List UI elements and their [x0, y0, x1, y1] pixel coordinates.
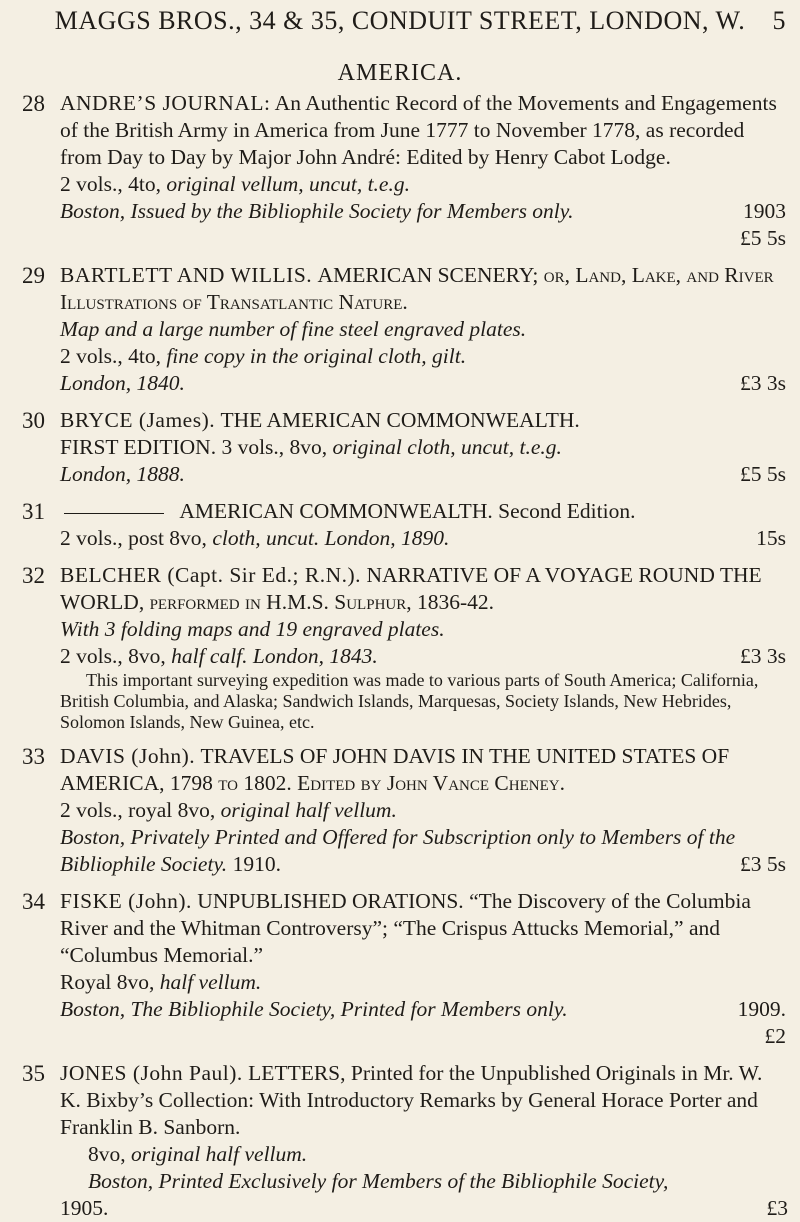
entry-heading: BELCHER (Capt. Sir Ed.; R.N.). [60, 563, 362, 587]
entry-imprint: London, 1843. [252, 644, 378, 668]
catalogue-entry-30 [22, 407, 788, 488]
entry-plates: Map and a large number of fine steel engraved plates. [60, 317, 527, 341]
entry-note: This important surveying expedition was made to various parts of South America; California, British Columbia, and Alaska; Sandwich Islands, Marquesas, Society Islands, New Hebrides, Solomon Islands, New Guinea, etc. [60, 670, 759, 732]
entry-heading: BRYCE (James). [60, 408, 216, 432]
entry-price: £3 3s [740, 371, 786, 395]
entry-price: £5 5s [740, 226, 786, 250]
entry-year: 1909. [737, 997, 786, 1021]
entry-imprint: Boston, Privately Printed and Offered for Subscription only to Members of the Bibliophile Society. [60, 825, 736, 876]
entry-binding: original half vellum. [131, 1142, 308, 1166]
catalogue-entry-28 [22, 90, 788, 252]
entry-price: £5 5s [740, 462, 786, 486]
entry-binding: fine copy in the original cloth, gilt. [166, 344, 467, 368]
catalogue-entry-29 [22, 262, 788, 397]
entry-year: 1905. [60, 1196, 109, 1220]
entry-imprint: London, 1840. [60, 371, 185, 395]
entry-price: £3 3s [740, 644, 786, 668]
entry-imprint: Boston, The Bibliophile Society, Printed for Members only. [60, 997, 568, 1021]
entry-edition: FIRST EDITION. [60, 435, 217, 459]
page-number: 5 [772, 6, 786, 35]
section-title: AMERICA. [337, 60, 463, 86]
catalogue-entry-35 [22, 1060, 788, 1222]
entry-binding: cloth, uncut. [212, 526, 320, 550]
entry-heading: BARTLETT AND WILLIS. [60, 263, 313, 287]
entry-title: An Authentic Record of the Movements and Engagements of the British Army in America from June 1777 to November 1778, as recorded from Day to Day by Major John André: Edited by Henry Cabot Lodge. [60, 91, 777, 169]
entry-heading: FISKE (John). [60, 889, 192, 913]
entry-format: 2 vols., royal 8vo, [60, 798, 216, 822]
entry-number: 30 [22, 408, 45, 433]
entry-number: 34 [22, 889, 45, 914]
entry-binding: original vellum, uncut, t.e.g. [166, 172, 410, 196]
entry-number: 33 [22, 744, 45, 769]
entry-title: UNPUBLISHED ORATIONS. [197, 889, 464, 913]
entry-number: 29 [22, 263, 45, 288]
entry-imprint: London, 1890. [324, 526, 450, 550]
entry-format: 3 vols., 8vo, [221, 435, 328, 459]
entry-binding: half vellum. [159, 970, 262, 994]
entry-binding: half calf. [171, 644, 248, 668]
entry-title: TRAVELS OF JOHN DAVIS IN THE UNITED STATES OF AMERICA, 1798 to 1802. Edited by John Vance Cheney. [60, 744, 730, 795]
header-text: MAGGS BROS., 34 & 35, CONDUIT STREET, LONDON, W. [54, 6, 746, 35]
entry-title: LETTERS, [248, 1061, 346, 1085]
entry-title-cont: “The Discovery of the Columbia River and the Whitman Controversy”; “The Crispus Attucks Memorial,” and “Columbus Memorial.” [60, 889, 751, 967]
entry-number: 35 [22, 1061, 45, 1086]
entry-format: 2 vols., 8vo, [60, 644, 166, 668]
catalogue-entry-34 [22, 888, 788, 1050]
entry-price: £3 [766, 1196, 788, 1220]
entry-title-cont: Printed for the Unpublished Originals in Mr. W. K. Bixby’s Collection: With Introductory Remarks by General Horace Porter and Franklin B. Sanborn. [60, 1061, 763, 1139]
entry-imprint: Boston, Printed Exclusively for Members of the Bibliophile Society, [88, 1169, 669, 1193]
entry-title: AMERICAN COMMONWEALTH. [179, 499, 493, 523]
ditto-rule [64, 513, 164, 514]
entry-heading: ANDRE’S JOURNAL: [60, 91, 271, 115]
entry-imprint: London, 1888. [60, 462, 185, 486]
entry-year: 1903 [743, 199, 786, 223]
catalogue-entry-33 [22, 743, 788, 878]
entry-format: Royal 8vo, [60, 970, 155, 994]
entry-price: £2 [764, 1024, 786, 1048]
entry-heading: DAVIS (John). [60, 744, 196, 768]
entry-binding: original cloth, uncut, t.e.g. [332, 435, 562, 459]
entry-title: NARRATIVE OF A VOYAGE ROUND THE WORLD, performed in H.M.S. Sulphur, 1836-42. [60, 563, 762, 614]
entry-number: 32 [22, 563, 45, 588]
entry-number: 28 [22, 91, 45, 116]
entry-format: 8vo, [88, 1142, 126, 1166]
entry-format: 2 vols., 4to, [60, 172, 161, 196]
entry-price: 15s [756, 526, 786, 550]
running-head [0, 6, 800, 36]
entry-number: 31 [22, 499, 45, 524]
entry-plates: With 3 folding maps and 19 engraved plates. [60, 617, 445, 641]
entry-imprint: Boston, Issued by the Bibliophile Society for Members only. [60, 199, 574, 223]
entry-format: 2 vols., post 8vo, [60, 526, 207, 550]
entry-format: 2 vols., 4to, [60, 344, 161, 368]
catalogue-entry-31 [22, 498, 788, 552]
entry-year: 1910. [232, 852, 281, 876]
entry-binding: original half vellum. [220, 798, 397, 822]
catalogue-entry-32 [22, 562, 788, 733]
entry-heading: JONES (John Paul). [60, 1061, 243, 1085]
entry-edition: Second Edition. [498, 499, 636, 523]
entry-title: THE AMERICAN COMMONWEALTH. [220, 408, 580, 432]
entry-title: AMERICAN SCENERY; or, Land, Lake, and River Illustrations of Transatlantic Nature. [60, 263, 774, 314]
entry-price: £3 5s [740, 852, 786, 876]
